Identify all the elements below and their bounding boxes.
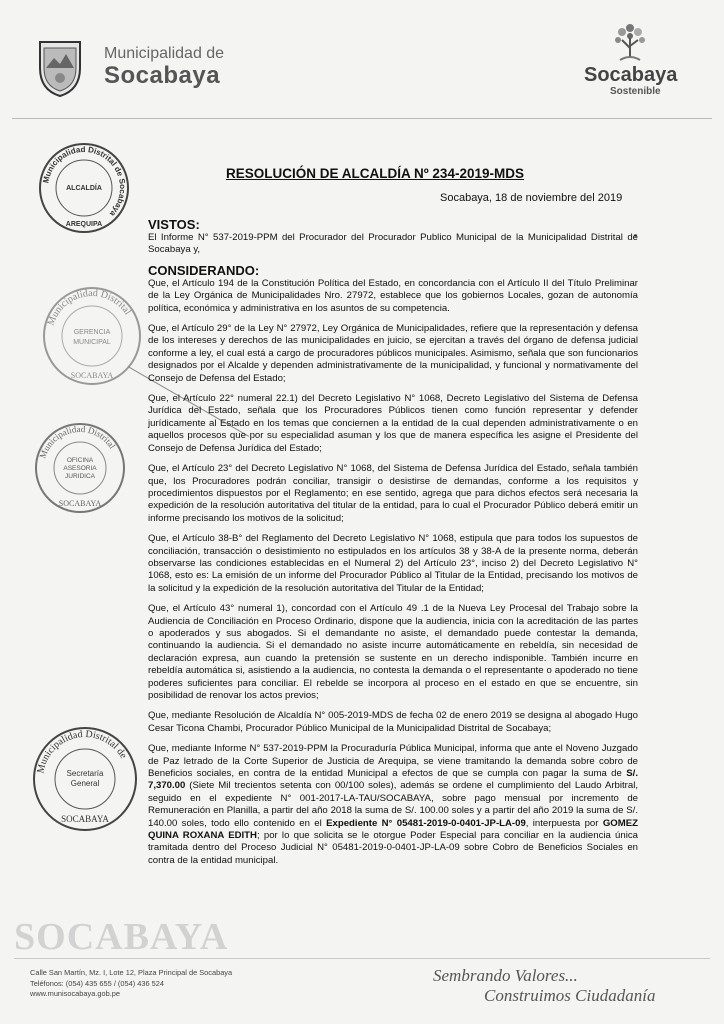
- brand-right-line1: Socabaya: [584, 64, 678, 86]
- stamp3-inner-text-1: OFICINA: [66, 457, 94, 464]
- footer-website: www.munisocabaya.gob.pe: [30, 989, 120, 998]
- resolution-title: RESOLUCIÓN DE ALCALDÍA Nº 234-2019-MDS: [226, 166, 524, 181]
- considerando-paragraph-8: [148, 743, 638, 867]
- stamp3-inner-text-2: ASESORIA: [63, 465, 97, 472]
- claimant-name: GOMEZ QUINA ROXANA EDITH: [148, 817, 638, 842]
- vistos-heading: VISTOS:: [148, 217, 200, 232]
- final-para-part3: , interpuesta por: [525, 817, 603, 829]
- alcaldia-seal-stamp: [36, 140, 132, 236]
- expediente-number: Expediente N° 05481-2019-0-0401-JP-LA-09: [326, 817, 526, 829]
- slogan-line1: Sembrando Valores...: [433, 966, 578, 985]
- secretaria-seal-stamp: [30, 724, 140, 834]
- footer-divider: [14, 958, 710, 959]
- stamp4-bottom-text: SOCABAYA: [61, 814, 109, 824]
- vistos-text: El Informe N° 537-2019-PPM del Procurador del Procurador Publico Municipal de la Municipalidad Distrital de Socabaya y,: [148, 232, 638, 256]
- footer-phones: Teléfonos: (054) 435 655 / (054) 436 524: [30, 978, 164, 988]
- stamp1-bottom-text: AREQUIPA: [65, 221, 103, 228]
- footer-watermark: SOCABAYA: [14, 916, 229, 958]
- municipal-crest-icon: [36, 38, 84, 98]
- stamp4-inner-text-2: General: [70, 779, 100, 788]
- footer-contact: [30, 968, 232, 1000]
- stamp2-bottom-text: SOCABAYA: [70, 371, 114, 380]
- brand-left-line2: Socabaya: [104, 62, 221, 89]
- svg-text:Municipalidad Distrital de: [35, 729, 129, 775]
- tree-logo-icon: [600, 22, 660, 64]
- final-para-part4: ; por lo que solicita se le otorgue Poder Especial para conciliar en la audiencia única tramitada dentro del Proceso Judicial N° 05481-2019-0-0401-JP-LA-09 sobre Cobro de Beneficios Sociales en contra de la entidad municipal.: [148, 830, 638, 866]
- considerando-paragraph-6: Que, el Artículo 43° numeral 1), concordad con el Artículo 49 .1 de la Nueva Ley Procesal del Trabajo sobre la Audiencia de Conciliación en Proceso Ordinario, dispone que la audiencia, inicia con la acreditación de las partes o apoderados y sus abogados. Si el demandante no asiste, el demandado puede contestar la demanda, continuando la audiencia. Si el demandado no asiste incurre automáticamente en rebeldía, sin necesidad de declaración expresa, aun cuando la pretensión se sustente en un derecho indisponible. También incurre en rebeldía automática si, asistiendo a la audiencia, no contesta la demanda o el representante o apoderado no tiene poderes suficientes para conciliar. El rebelde se incorpora al proceso en el estado en que se encuentre, sin posibilidad de renovar los actos previos;: [148, 603, 638, 701]
- stamp4-inner-text-1: Secretaría: [66, 769, 104, 778]
- considerando-paragraph-7: Que, mediante Resolución de Alcaldía N° 005-2019-MDS de fecha 02 de enero 2019 se designa al abogado Hugo Cesar Ticona Chambi, Procurador Público Municipal de la Municipalidad Distrital de Socabaya;: [148, 710, 638, 734]
- considerando-paragraph-5: Que, el Artículo 38-B° del Reglamento del Decreto Legislativo N° 1068, estipula que para todos los supuestos de conciliación, transacción o desistimiento no estipulados en los artículos 38 y 38-A de la presente norma, deberán observarse las condiciones establecidas en el Numeral 2) del Artículo 23°, inciso 2) del Decreto Legislativo N° 1068, esto es: La emisión de un informe del Procurador Público al Titular de la Entidad, precisando los motivos de la solicitud y la expedición de la resolución autoritativa del Titular de la Entidad;: [148, 533, 638, 594]
- stamp4-ring-text: Municipalidad Distrital de: [35, 728, 129, 775]
- claim-amount: S/. 7,370.00: [148, 768, 638, 792]
- gerencia-seal-stamp: [40, 284, 144, 388]
- svg-text:Municipalidad Distrital: [46, 288, 134, 327]
- brand-left-line1: Municipalidad de: [104, 45, 225, 62]
- considerando-paragraph-3: Que, el Artículo 22° numeral 22.1) del Decreto Legislativo N° 1068, Decreto Legislativo del Sistema de Defensa Jurídica del Estado, señala que los Procuradores Públicos tienen como función representar y defender jurídicamente al Estado en los temas que conciernen a la entidad de la cual dependen administrativamente o en aquellos procesos que por su especialidad asuman y los que de manera específica les asigne el Presidente del Consejo de Defensa Jurídica del Estado;: [148, 393, 638, 454]
- slogan-line2: Construimos Ciudadanía: [484, 986, 656, 1005]
- stamp2-ring-text: Municipalidad Distrital: [45, 287, 133, 328]
- document-body: [148, 217, 638, 875]
- considerando-heading: CONSIDERANDO:: [148, 262, 260, 278]
- stamp1-ring-text: Municipalidad Distrital de Socabaya: [41, 144, 128, 219]
- brand-right-line2: Sostenible: [610, 86, 661, 97]
- stamp3-bottom-text: SOCABAYA: [58, 499, 102, 508]
- considerando-paragraph-4: Que, el Artículo 23° del Decreto Legislativo N° 1068, del Sistema de Defensa Jurídica del Estado, señala también que, los Procuradores podrán conciliar, transigir o desistirse de demandas, conforme a los requisitos y procedimientos dispuestos por el Reglamento; en ese sentido, agrega que para dichos efectos será necesaria la expedición de la resolución autoritativa del titular de la entidad, para lo cual el Procurador Público deberá emitir un informe precisando los motivos de la solicitud;: [148, 463, 638, 524]
- header-divider: [12, 118, 712, 119]
- considerando-paragraph-2: Que, el Artículo 29° de la Ley N° 27972, Ley Orgánica de Municipalidades, refiere que la representación y defensa de los intereses y derechos de las municipalidades en juicio, se ejercitan a través del órgano de defensa judicial conforme a ley, el cual está a cargo de procuradores públicos municipales. Asimismo, señala que son funcionarios designados por el Alcalde y dependen administrativamente de la municipalidad, y funcional y normativamente del Consejo de Defensa del Estado;: [148, 323, 638, 384]
- asesoria-seal-stamp: [32, 420, 128, 516]
- stamp1-inner-text: ALCALDÍA: [66, 185, 102, 192]
- footer-address: Calle San Martín, Mz. I, Lote 12, Plaza Principal de Socabaya: [30, 968, 233, 977]
- final-para-part1: Que, mediante Informe N° 537-2019-PPM la Procuraduría Pública Municipal, informa que ante el Noveno Juzgado de Paz letrado de la Corte Superior de Justicia de Arequipa, se viene tramitando la demanda sobre cobro de Beneficios sociales, en contra de la entidad Municipal a efectos de que se cumpla con pagar la suma de: [148, 743, 638, 780]
- stamp3-ring-text: Municipalidad Distrital: [37, 423, 118, 460]
- stamp2-inner-text-1: GERENCIA: [73, 329, 111, 336]
- resolution-date: Socabaya, 18 de noviembre del 2019: [440, 192, 623, 204]
- stamp2-inner-text-2: MUNICIPAL: [73, 339, 111, 346]
- stamp3-inner-text-3: JURIDICA: [65, 473, 95, 480]
- considerando-paragraph-1: Que, el Artículo 194 de la Constitución Política del Estado, en concordancia con el Artículo II del Título Preliminar de la Ley Orgánica de Municipalidades Nro. 27972, establece que los gobiernos Locales, gozan de autonomía política, económica y administrativa en los asuntos de su competencia.: [148, 277, 638, 314]
- final-para-part2: (Siete Mil trecientos setenta con 00/100 soles), además se ordene el cumplimiento del Laudo Arbitral, seguido en el expediente N° 001-2017-LA-TAU/SOCABAYA, sobre pago mensual por incremento de Remuneración en Planilla, a partir del año 2018 la suma de S/. 100.00 soles y a partir del año 2019 la suma de S/. 140.00 soles, todo ello contenido en el: [148, 780, 638, 829]
